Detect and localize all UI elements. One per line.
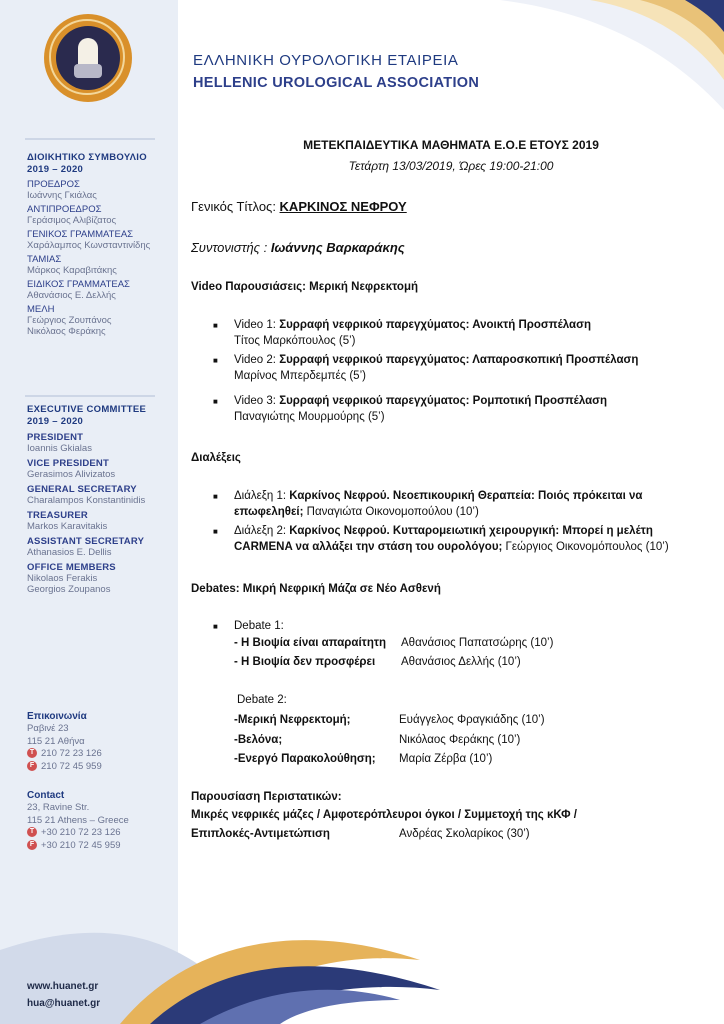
lecture-title: Καρκίνος Νεφρού. Κυτταρομειωτική χειρουργική: Μπορεί η μελέτη [289,525,653,537]
address-line: 115 21 Αθήνα [27,735,85,747]
member-name: Χαράλαμπος Κωνσταντινίδης [27,240,151,251]
role-label: ΑΝΤΙΠΡΟΕΔΡΟΣ [27,204,102,215]
logo-seal [56,26,120,90]
phone-line [27,748,172,761]
phone-number[interactable]: 210 72 23 126 [41,748,102,759]
debate1-label: Debate 1: [234,620,284,632]
debate-topic [234,635,386,651]
video-item [234,393,607,425]
fax-icon: F [27,761,37,771]
video-item [234,352,638,384]
bullet-icon: ■ [213,397,218,406]
video-speaker: Παναγιώτης Μουρμούρης (5’) [234,411,385,423]
org-name-gr: ΕΛΛΗΝΙΚΗ ΟΥΡΟΛΟΓΙΚΗ ΕΤΑΙΡΕΙΑ [193,52,459,69]
member-name: Charalampos Konstantinidis [27,495,146,506]
debate-topic-text: -Μερική Νεφρεκτομή; [234,714,351,726]
debate2-label: Debate 2: [237,694,287,706]
fax-line [27,761,172,774]
contact-title: Επικοινωνία [27,711,87,722]
lectures-heading [191,450,241,466]
role-label: ΤΑΜΙΑΣ [27,254,62,265]
bullet-icon: ■ [213,527,218,536]
lecture-title: επωφεληθεί; [234,506,304,518]
phone-icon: T [27,748,37,758]
fax-number: +30 210 72 45 959 [41,839,121,851]
member-name: Gerasimos Alivizatos [27,469,116,480]
cases-topics-text: Μικρές νεφρικές μάζες / Αμφοτερόπλευροι όγκοι / Συμμετοχή της κΚΦ / [191,809,577,821]
role-label: VICE PRESIDENT [27,458,109,469]
bullet-icon: ■ [213,356,218,365]
doc-subtitle: Τετάρτη 13/03/2019, Ώρες 19:00-21:00 [348,159,554,173]
role-label: ASSISTANT SECRETARY [27,536,145,547]
debate-topic [234,712,351,728]
video-title: Συρραφή νεφρικού παρεγχύματος: Λαπαροσκοπική Προσπέλαση [279,354,639,366]
fax-line [27,840,172,853]
member-name: Νικόλαος Φεράκης [27,326,106,337]
role-label: ΓΕΝΙΚΟΣ ΓΡΑΜΜΑΤΕΑΣ [27,229,134,240]
member-name: Γεώργιος Ζουπάνος [27,315,112,326]
general-title-value: ΚΑΡΚΙΝΟΣ ΝΕΦΡΟΥ [279,199,407,214]
lecture-title: Καρκίνος Νεφρού. Νεοεπικουρική Θεραπεία: Ποιός πρόκειται να [289,490,643,502]
address-line: 115 21 Athens – Greece [27,814,129,826]
debate-topic-text: -Ενεργό Παρακολούθηση; [234,753,376,765]
org-name-en: HELLENIC UROLOGICAL ASSOCIATION [193,75,480,91]
bullet-icon: ■ [213,492,218,501]
member-name: Αθανάσιος Ε. Δελλής [27,290,116,301]
member-name: Μάρκος Καραβιτάκης [27,265,117,276]
role-label: TREASURER [27,510,88,521]
fax-number: 210 72 45 959 [41,760,102,772]
debate-speaker: Ευάγγελος Φραγκιάδης (10’) [399,714,545,726]
top-right-swoosh [440,0,724,130]
debates-heading [191,581,441,597]
debate-topic-text: - Η Βιοψία είναι απαραίτητη [234,637,386,649]
role-label: ΠΡΟΕΔΡΟΣ [27,179,80,190]
address-line: 23, Ravine Str. [27,802,90,813]
video-prefix: Video 3: [234,395,280,407]
coordinator-label: Συντονιστής : [191,240,271,255]
member-name: Nikolaos Ferakis [27,573,98,584]
board-gr-years: 2019 – 2020 [27,164,84,175]
role-label: ΜΕΛΗ [27,304,55,315]
member-name: Ioannis Gkialas [27,443,92,454]
member-name: Athanasios E. Dellis [27,547,112,558]
lecture-title: CARMENA να αλλάξει την στάση του ουρολόγου; [234,541,503,553]
debate-speaker: Αθανάσιος Δελλής (10’) [401,656,521,668]
coordinator [191,240,405,256]
association-logo [44,14,132,102]
role-label: OFFICE MEMBERS [27,562,116,573]
address-line: Ραβινέ 23 [27,723,69,734]
video-item [234,317,591,349]
lectures-heading-text: Διαλέξεις [191,452,241,464]
website-link[interactable]: www.huanet.gr [27,981,99,992]
member-name: Ιωάννης Γκιάλας [27,190,97,201]
lecture-prefix: Διάλεξη 1: [234,490,290,502]
debate-speaker: Νικόλαος Φεράκης (10’) [399,734,521,746]
board-gr-title: ΔΙΟΙΚΗΤΙΚΟ ΣΥΜΒΟΥΛΙΟ [27,152,147,163]
video-speaker: Τίτος Μαρκόπουλος (5’) [234,335,356,347]
debate-topic-text: - Η Βιοψία δεν προσφέρει [234,656,376,668]
bullet-icon: ■ [213,622,218,631]
web-contact [27,978,100,1012]
lecture-speaker: Παναγιώτα Οικονομοπούλου (10’) [303,506,479,518]
lecture-item [234,488,714,520]
bottom-swoosh [0,880,724,1024]
board-en-title: EXECUTIVE COMMITTEE [27,404,147,415]
video-heading-text: Video Παρουσιάσεις: Μερική Νεφρεκτομή [191,281,419,293]
board-en [27,404,172,595]
debate-topic-text: -Βελόνα; [234,734,283,746]
video-prefix: Video 2: [234,354,280,366]
bullet-icon: ■ [213,321,218,330]
video-heading [191,279,418,295]
sidebar-divider [25,138,155,140]
member-name: Georgios Zoupanos [27,584,111,595]
contact-gr [27,710,172,773]
lecture-item [234,523,714,555]
role-label: ΕΙΔΙΚΟΣ ΓΡΑΜΜΑΤΕΑΣ [27,279,130,290]
contact-en [27,789,172,852]
cases-topics [191,826,330,842]
lecture-speaker: Γεώργιος Οικονομόπουλος (10’) [502,541,669,553]
debate-topic [234,751,376,767]
member-name: Markos Karavitakis [27,521,108,532]
phone-icon: T [27,827,37,837]
cases-speaker: Ανδρέας Σκολαρίκος (30’) [399,828,530,840]
contact-title: Contact [27,790,65,801]
sidebar-divider [25,395,155,397]
lecture-prefix: Διάλεξη 2: [234,525,290,537]
board-en-years: 2019 – 2020 [27,416,84,427]
phone-number[interactable]: +30 210 72 23 126 [41,827,121,838]
cases-heading-text: Παρουσίαση Περιστατικών: [191,791,342,803]
doc-title: ΜΕΤΕΚΠΑΙΔΕΥΤΙΚΑ ΜΑΘΗΜΑΤΑ Ε.Ο.Ε ΕΤΟΥΣ 2019 [303,138,599,152]
debate-speaker: Αθανάσιος Παπατσώρης (10’) [401,637,554,649]
board-gr [27,152,172,337]
cases-topics [191,807,577,823]
debate-topic [234,654,375,670]
general-title-label: Γενικός Τίτλος: [191,199,280,214]
coordinator-name: Ιωάννης Βαρκαράκης [270,240,405,255]
role-label: PRESIDENT [27,432,84,443]
video-prefix: Video 1: [234,319,280,331]
member-name: Γεράσιμος Αλιβίζατος [27,215,117,226]
video-speaker: Μαρίνος Μπερδεμπές (5’) [234,370,366,382]
fax-icon: F [27,840,37,850]
email-link[interactable]: hua@huanet.gr [27,998,101,1009]
cases-heading [191,789,342,805]
video-title: Συρραφή νεφρικού παρεγχύματος: Ανοικτή Προσπέλαση [279,319,591,331]
general-title [191,199,407,215]
role-label: GENERAL SECRETARY [27,484,137,495]
video-title: Συρραφή νεφρικού παρεγχύματος: Ρομποτική Προσπέλαση [279,395,608,407]
debates-heading-text: Debates: Μικρή Νεφρική Μάζα σε Νέο Ασθενή [191,583,441,595]
logo-figure-base [74,64,102,78]
phone-line [27,827,172,840]
debate-topic [234,732,282,748]
cases-topics-text: Επιπλοκές-Αντιμετώπιση [191,828,330,840]
debate-speaker: Μαρία Ζέρβα (10’) [399,753,493,765]
